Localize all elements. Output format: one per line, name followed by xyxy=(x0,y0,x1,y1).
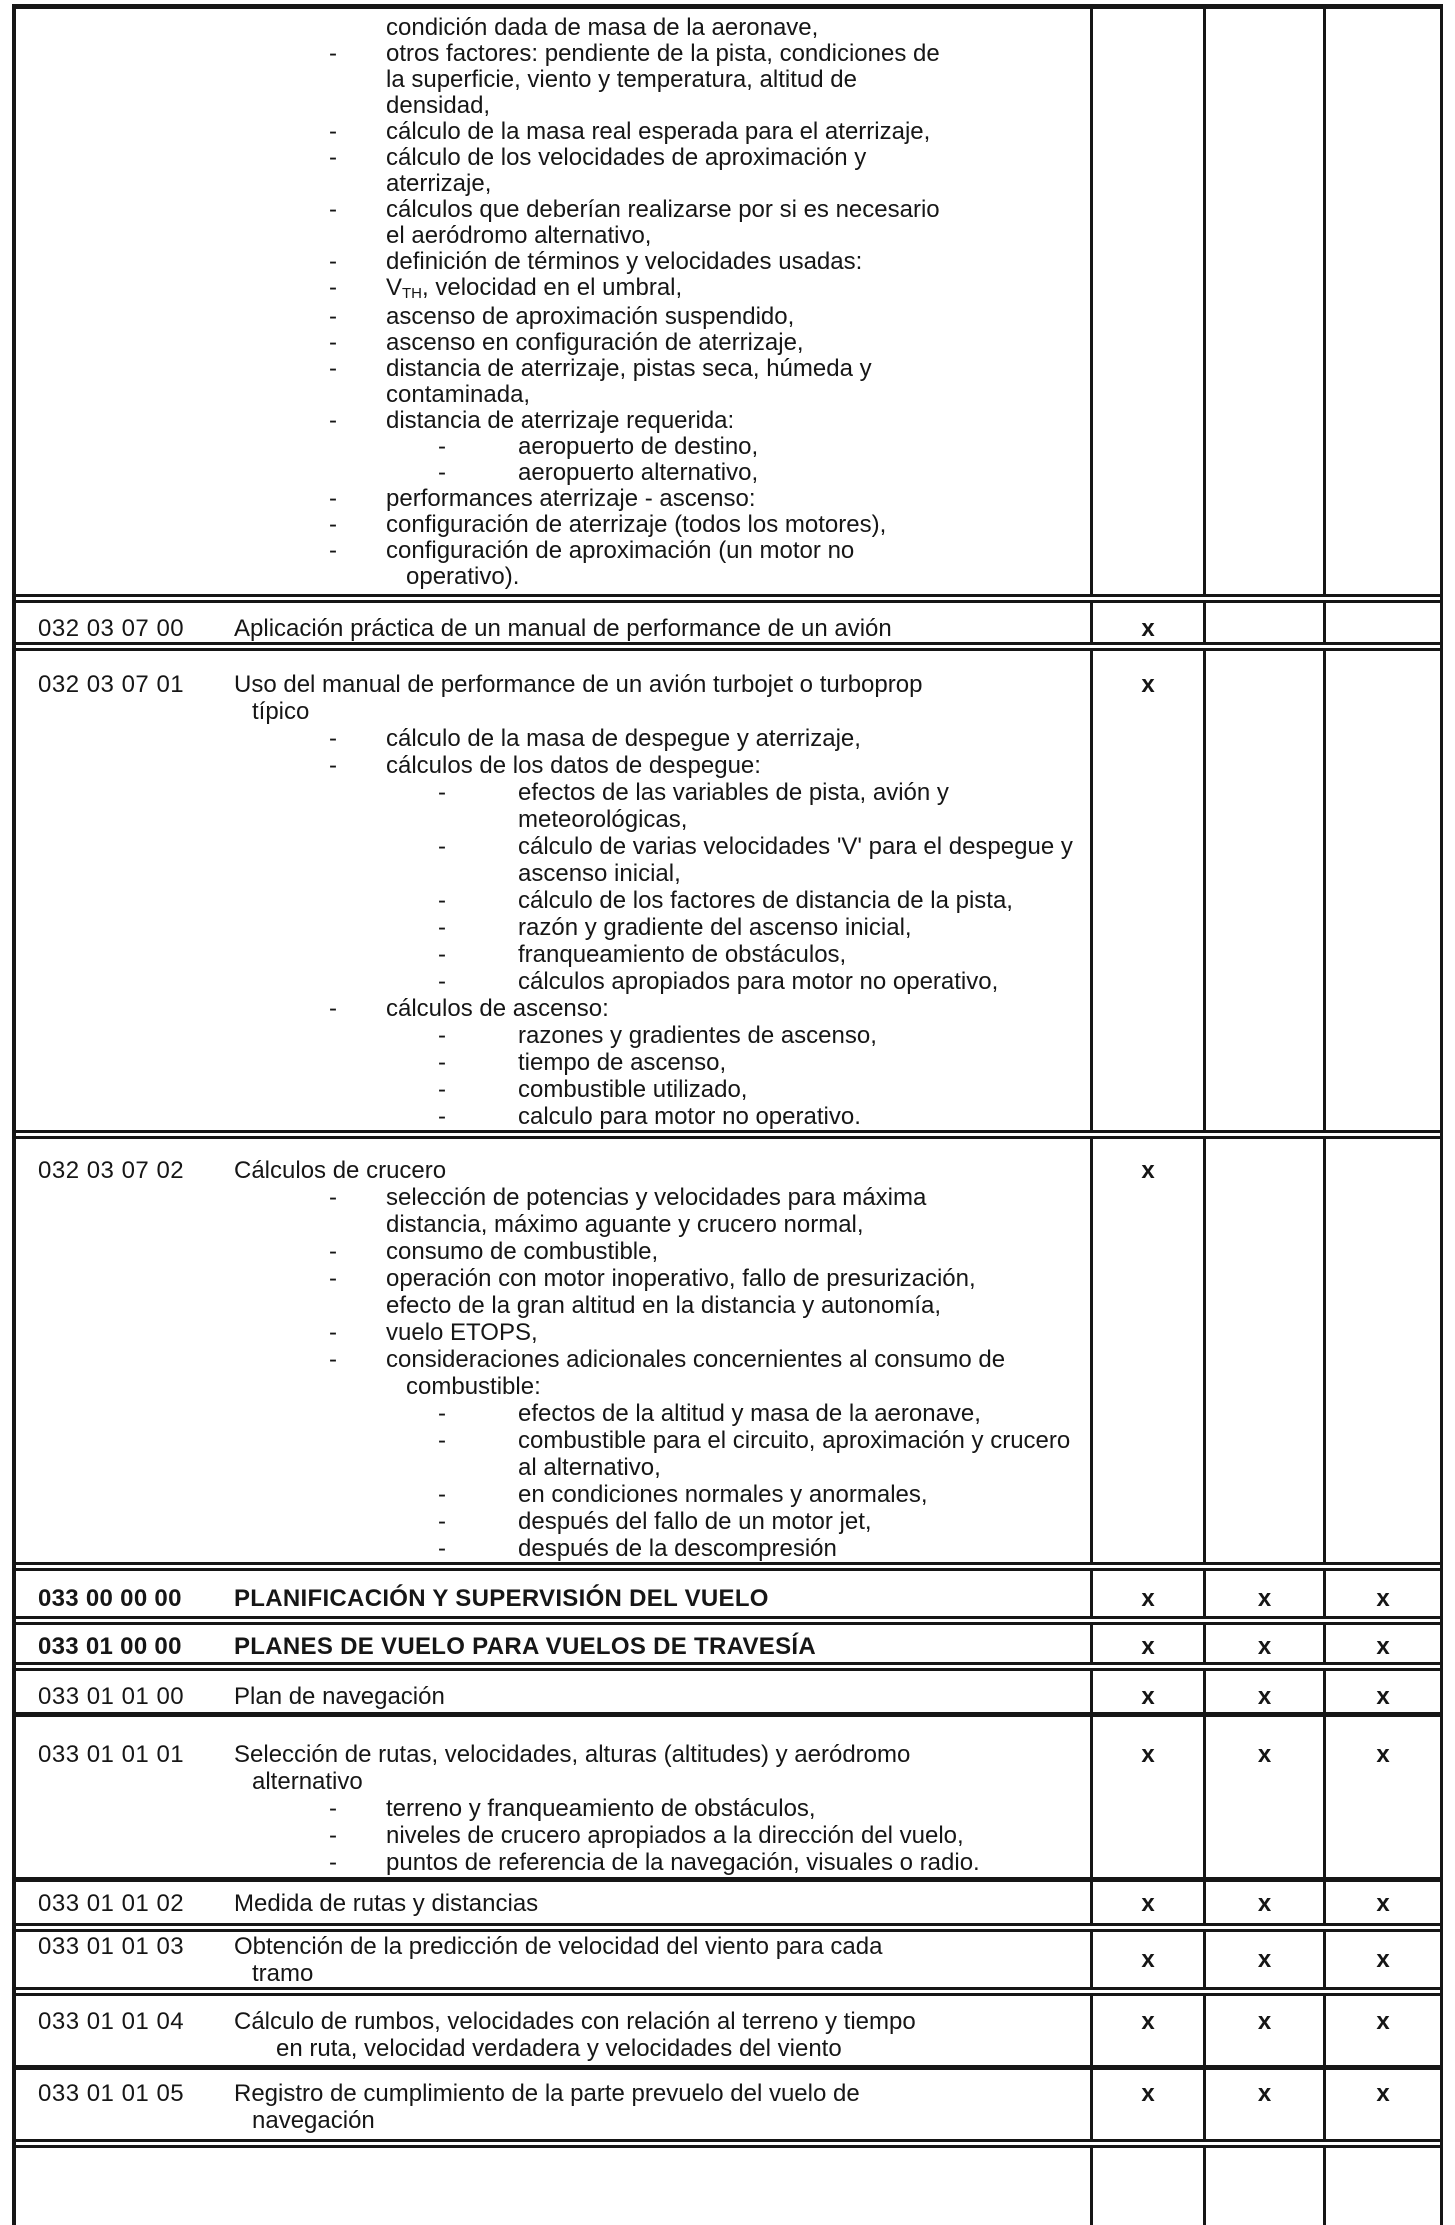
mark-cell xyxy=(1090,1996,1203,2065)
x-mark: x xyxy=(1141,2080,1155,2107)
bullet-dash: - xyxy=(329,1822,337,1849)
desc-text: consideraciones adicionales concernientes al consumo de xyxy=(386,1346,1006,1373)
desc-line xyxy=(196,1076,1090,1103)
mark-cell xyxy=(1090,1717,1203,1877)
desc-text: navegación xyxy=(252,2107,375,2134)
row-code: 032 03 07 02 xyxy=(38,1157,185,1184)
x-mark: x xyxy=(1141,2008,1155,2035)
x-mark: x xyxy=(1376,2008,1390,2035)
desc-text: en ruta, velocidad verdadera y velocidades del viento xyxy=(276,2035,842,2062)
desc-text: Obtención de la predicción de velocidad del viento para cada xyxy=(234,1933,883,1960)
mark-cell xyxy=(1090,1671,1203,1712)
bullet-dash: - xyxy=(438,1481,446,1508)
row-code: 033 01 01 01 xyxy=(38,1741,185,1768)
mark-cell xyxy=(1203,1671,1323,1712)
desc-text: la superficie, viento y temperatura, altitud de xyxy=(386,66,857,93)
desc-text: calculo para motor no operativo. xyxy=(518,1103,861,1130)
desc-text: meteorológicas, xyxy=(518,806,688,833)
desc-line xyxy=(196,1103,1090,1130)
mark-cell xyxy=(1203,1625,1323,1662)
row-description xyxy=(196,651,1090,1130)
desc-line xyxy=(196,1768,1090,1795)
desc-text: ascenso de aproximación suspendido, xyxy=(386,303,795,330)
mark-cell xyxy=(1323,651,1440,1130)
table-row xyxy=(16,1712,1440,1877)
desc-line xyxy=(196,434,1090,460)
desc-line xyxy=(196,1346,1090,1373)
table-row xyxy=(16,594,1440,642)
bullet-dash: - xyxy=(329,485,337,512)
desc-line xyxy=(196,304,1090,330)
desc-text: distancia, máximo aguante y crucero normal, xyxy=(386,1211,864,1238)
desc-text: razones y gradientes de ascenso, xyxy=(518,1022,877,1049)
bullet-dash: - xyxy=(329,725,337,752)
mark-cell xyxy=(1203,1717,1323,1877)
desc-line xyxy=(196,2008,1090,2035)
desc-line xyxy=(196,171,1090,197)
bullet-dash: - xyxy=(438,1427,446,1454)
row-description xyxy=(196,1571,1090,1616)
x-mark: x xyxy=(1376,2080,1390,2107)
desc-text: cálculo de varias velocidades 'V' para el despegue y xyxy=(518,833,1073,860)
desc-line xyxy=(196,512,1090,538)
row-description xyxy=(196,2070,1090,2139)
desc-text: efectos de las variables de pista, avión y xyxy=(518,779,949,806)
desc-text: PLANIFICACIÓN Y SUPERVISIÓN DEL VUELO xyxy=(234,1585,769,1612)
desc-text: contaminada, xyxy=(386,381,531,408)
mark-cell xyxy=(1090,651,1203,1130)
mark-cell xyxy=(1090,603,1203,642)
desc-text: densidad, xyxy=(386,92,491,119)
mark-cell xyxy=(1323,1996,1440,2065)
table-row xyxy=(16,9,1440,594)
bullet-dash: - xyxy=(329,1265,337,1292)
x-mark: x xyxy=(1376,1741,1390,1768)
desc-line xyxy=(196,995,1090,1022)
mark-cell xyxy=(1090,2070,1203,2139)
desc-text: al alternativo, xyxy=(518,1454,661,1481)
bullet-dash: - xyxy=(438,833,446,860)
row-description xyxy=(196,1671,1090,1712)
x-mark: x xyxy=(1376,1633,1390,1660)
bullet-dash: - xyxy=(438,1022,446,1049)
desc-line xyxy=(196,1022,1090,1049)
desc-line xyxy=(196,1211,1090,1238)
row-code: 032 03 07 00 xyxy=(38,615,185,642)
desc-line xyxy=(196,1184,1090,1211)
bullet-dash: - xyxy=(329,1849,337,1876)
desc-line xyxy=(196,145,1090,171)
mark-cell xyxy=(1323,1625,1440,1662)
x-mark: x xyxy=(1376,1683,1390,1710)
row-code: 033 01 01 04 xyxy=(38,2008,185,2035)
desc-line xyxy=(196,914,1090,941)
desc-line xyxy=(196,1933,1090,1960)
bullet-dash: - xyxy=(438,1049,446,1076)
desc-line xyxy=(196,1049,1090,1076)
desc-line xyxy=(196,968,1090,995)
desc-text: ascenso en configuración de aterrizaje, xyxy=(386,329,804,356)
desc-text: cálculos de ascenso: xyxy=(386,995,609,1022)
x-mark: x xyxy=(1257,2008,1272,2035)
bullet-dash: - xyxy=(329,752,337,779)
mark-cell xyxy=(1323,1139,1440,1562)
desc-line xyxy=(196,2107,1090,2134)
desc-text: Plan de navegación xyxy=(234,1683,445,1710)
bullet-dash: - xyxy=(329,40,337,67)
desc-line xyxy=(196,249,1090,275)
desc-line xyxy=(196,1481,1090,1508)
mark-cell xyxy=(1323,9,1440,594)
desc-line xyxy=(196,41,1090,67)
row-code: 033 01 01 05 xyxy=(38,2080,185,2107)
x-mark: x xyxy=(1257,1633,1272,1660)
desc-line xyxy=(196,1238,1090,1265)
desc-text: cálculo de la masa real esperada para el aterrizaje, xyxy=(386,118,931,145)
desc-line xyxy=(196,1960,1090,1987)
bullet-dash: - xyxy=(438,1535,446,1562)
table-row xyxy=(16,1616,1440,1662)
desc-line xyxy=(196,860,1090,887)
bullet-dash: - xyxy=(438,1076,446,1103)
mark-cell xyxy=(1203,9,1323,594)
desc-line xyxy=(196,564,1090,590)
mark-cell xyxy=(1203,1571,1323,1616)
desc-line xyxy=(196,486,1090,512)
row-description xyxy=(196,1996,1090,2065)
table-row xyxy=(16,1130,1440,1562)
row-description xyxy=(196,9,1090,594)
desc-line xyxy=(196,1292,1090,1319)
desc-text: terreno y franqueamiento de obstáculos, xyxy=(386,1795,816,1822)
x-mark: x xyxy=(1257,1683,1272,1710)
desc-line xyxy=(196,833,1090,860)
table-row xyxy=(16,1877,1440,1923)
table-row xyxy=(16,642,1440,1130)
desc-line xyxy=(196,1535,1090,1562)
desc-line xyxy=(196,1741,1090,1768)
desc-text: cálculo de la masa de despegue y aterrizaje, xyxy=(386,725,861,752)
x-mark: x xyxy=(1257,1741,1272,1768)
desc-text: cálculo de los velocidades de aproximación y xyxy=(386,144,867,171)
desc-text: efectos de la altitud y masa de la aeronave, xyxy=(518,1400,981,1427)
row-description xyxy=(196,1932,1090,1987)
desc-line xyxy=(196,752,1090,779)
row-code: 033 01 01 03 xyxy=(38,1933,185,1960)
x-mark: x xyxy=(1376,1946,1390,1973)
mark-cell xyxy=(1203,1139,1323,1562)
desc-line xyxy=(196,408,1090,434)
desc-text: tiempo de ascenso, xyxy=(518,1049,727,1076)
desc-line xyxy=(196,67,1090,93)
x-mark: x xyxy=(1141,1741,1155,1768)
desc-text: condición dada de masa de la aeronave, xyxy=(386,14,819,41)
desc-line xyxy=(196,1585,1090,1612)
bullet-dash: - xyxy=(329,144,337,171)
bullet-dash: - xyxy=(438,887,446,914)
table-row xyxy=(16,2139,1440,2225)
mark-cell xyxy=(1323,1882,1440,1923)
row-description xyxy=(196,1717,1090,1877)
bullet-dash: - xyxy=(329,1184,337,1211)
desc-text: efecto de la gran altitud en la distancia y autonomía, xyxy=(386,1292,942,1319)
mark-cell xyxy=(1090,1139,1203,1562)
desc-line xyxy=(196,1822,1090,1849)
row-code: 033 00 00 00 xyxy=(38,1585,182,1612)
bullet-dash: - xyxy=(438,779,446,806)
mark-cell xyxy=(1203,1882,1323,1923)
table-row xyxy=(16,1987,1440,2065)
desc-text: combustible: xyxy=(406,1373,541,1400)
x-mark: x xyxy=(1141,1633,1155,1660)
desc-text: configuración de aterrizaje (todos los motores), xyxy=(386,511,887,538)
row-description xyxy=(196,1625,1090,1662)
desc-text: Medida de rutas y distancias xyxy=(234,1890,539,1917)
row-description xyxy=(196,603,1090,642)
mark-cell xyxy=(1090,1932,1203,1987)
table-row xyxy=(16,1662,1440,1712)
desc-text: combustible para el circuito, aproximación y crucero xyxy=(518,1427,1071,1454)
desc-line xyxy=(196,1373,1090,1400)
desc-line xyxy=(196,1508,1090,1535)
x-mark: x xyxy=(1257,1890,1272,1917)
x-mark: x xyxy=(1141,1157,1155,1184)
desc-line xyxy=(196,941,1090,968)
desc-line xyxy=(196,1633,1090,1660)
row-description xyxy=(196,1882,1090,1923)
desc-line xyxy=(196,223,1090,249)
mark-cell xyxy=(1203,2148,1323,2225)
bullet-dash: - xyxy=(329,329,337,356)
mark-cell xyxy=(1203,2070,1323,2139)
desc-text: V xyxy=(386,274,403,301)
syllabus-table xyxy=(12,4,1443,2225)
desc-line xyxy=(196,1157,1090,1184)
desc-line xyxy=(196,1400,1090,1427)
desc-text: configuración de aproximación (un motor no xyxy=(386,537,855,564)
row-code: 033 01 01 00 xyxy=(38,1683,185,1710)
desc-text: operación con motor inoperativo, fallo de presurización, xyxy=(386,1265,976,1292)
mark-cell xyxy=(1090,9,1203,594)
desc-text: franqueamiento de obstáculos, xyxy=(518,941,847,968)
bullet-dash: - xyxy=(329,1319,337,1346)
desc-text: operativo). xyxy=(406,563,520,590)
desc-text: otros factores: pendiente de la pista, condiciones de xyxy=(386,40,940,67)
x-mark: x xyxy=(1141,1890,1155,1917)
row-code: 032 03 07 01 xyxy=(38,671,185,698)
mark-cell xyxy=(1203,651,1323,1130)
table-row xyxy=(16,1923,1440,1987)
x-mark: x xyxy=(1141,1683,1155,1710)
desc-line xyxy=(196,1319,1090,1346)
row-code xyxy=(16,9,196,594)
x-mark: x xyxy=(1141,671,1155,698)
desc-text: cálculos de los datos de despegue: xyxy=(386,752,761,779)
desc-line xyxy=(196,1427,1090,1454)
bullet-dash: - xyxy=(329,196,337,223)
bullet-dash: - xyxy=(329,1238,337,1265)
desc-text: distancia de aterrizaje, pistas seca, húmeda y xyxy=(386,355,872,382)
subscript-text: TH xyxy=(402,285,423,302)
desc-line xyxy=(196,615,1090,642)
desc-line xyxy=(196,887,1090,914)
desc-text: cálculo de los factores de distancia de la pista, xyxy=(518,887,1013,914)
mark-cell xyxy=(1090,1882,1203,1923)
row-code: 033 01 01 02 xyxy=(38,1890,185,1917)
desc-line xyxy=(196,356,1090,382)
desc-line xyxy=(196,382,1090,408)
desc-text: ascenso inicial, xyxy=(518,860,681,887)
x-mark: x xyxy=(1141,1946,1155,1973)
mark-cell xyxy=(1203,603,1323,642)
mark-cell xyxy=(1323,1671,1440,1712)
table-row xyxy=(16,2065,1440,2139)
bullet-dash: - xyxy=(329,537,337,564)
desc-text: después del fallo de un motor jet, xyxy=(518,1508,872,1535)
mark-cell xyxy=(1323,2148,1440,2225)
desc-text: definición de términos y velocidades usadas: xyxy=(386,248,863,275)
desc-line xyxy=(196,1890,1090,1917)
bullet-dash: - xyxy=(329,248,337,275)
desc-line xyxy=(196,1849,1090,1876)
desc-text: típico xyxy=(252,698,310,725)
bullet-dash: - xyxy=(329,407,337,434)
bullet-dash: - xyxy=(438,941,446,968)
desc-line xyxy=(196,698,1090,725)
bullet-dash: - xyxy=(438,914,446,941)
x-mark: x xyxy=(1257,1585,1272,1612)
desc-text: Selección de rutas, velocidades, alturas (altitudes) y aeródromo xyxy=(234,1741,911,1768)
desc-text: , velocidad en el umbral, xyxy=(422,274,683,301)
desc-text: combustible utilizado, xyxy=(518,1076,748,1103)
desc-text: Cálculos de crucero xyxy=(234,1157,447,1184)
desc-line xyxy=(196,2035,1090,2062)
bullet-dash: - xyxy=(329,274,337,301)
bullet-dash: - xyxy=(329,1346,337,1373)
desc-text: niveles de crucero apropiados a la dirección del vuelo, xyxy=(386,1822,964,1849)
mark-cell xyxy=(1090,2148,1203,2225)
bullet-dash: - xyxy=(438,433,446,460)
desc-text: puntos de referencia de la navegación, visuales o radio. xyxy=(386,1849,980,1876)
x-mark: x xyxy=(1141,615,1155,642)
desc-text: performances aterrizaje - ascenso: xyxy=(386,485,756,512)
desc-text: PLANES DE VUELO PARA VUELOS DE TRAVESÍA xyxy=(234,1633,816,1660)
bullet-dash: - xyxy=(438,459,446,486)
desc-text: aeropuerto de destino, xyxy=(518,433,759,460)
desc-text: tramo xyxy=(252,1960,314,1987)
desc-line xyxy=(196,460,1090,486)
bullet-dash: - xyxy=(438,968,446,995)
x-mark: x xyxy=(1257,1946,1272,1973)
desc-text: vuelo ETOPS, xyxy=(386,1319,538,1346)
desc-line xyxy=(196,1265,1090,1292)
desc-text: Uso del manual de performance de un avión turbojet o turboprop xyxy=(234,671,923,698)
bullet-dash: - xyxy=(329,303,337,330)
desc-line xyxy=(196,1683,1090,1710)
mark-cell xyxy=(1203,1996,1323,2065)
row-code xyxy=(16,2148,196,2225)
table-row xyxy=(16,1562,1440,1616)
mark-cell xyxy=(1323,603,1440,642)
desc-text: razón y gradiente del ascenso inicial, xyxy=(518,914,912,941)
desc-text: alternativo xyxy=(252,1768,363,1795)
desc-line xyxy=(196,275,1090,304)
desc-line xyxy=(196,1795,1090,1822)
bullet-dash: - xyxy=(329,511,337,538)
desc-text: cálculos que deberían realizarse por si es necesario xyxy=(386,196,940,223)
desc-line xyxy=(196,93,1090,119)
desc-line xyxy=(196,119,1090,145)
desc-line xyxy=(196,725,1090,752)
desc-text: después de la descompresión xyxy=(518,1535,837,1562)
mark-cell xyxy=(1323,1571,1440,1616)
mark-cell xyxy=(1323,2070,1440,2139)
desc-line xyxy=(196,806,1090,833)
bullet-dash: - xyxy=(438,1508,446,1535)
bullet-dash: - xyxy=(329,355,337,382)
bullet-dash: - xyxy=(329,118,337,145)
x-mark: x xyxy=(1141,1585,1155,1612)
desc-line xyxy=(196,779,1090,806)
mark-cell xyxy=(1323,1932,1440,1987)
x-mark: x xyxy=(1376,1890,1390,1917)
desc-text: el aeródromo alternativo, xyxy=(386,222,652,249)
desc-text: aterrizaje, xyxy=(386,170,492,197)
row-description xyxy=(196,1139,1090,1562)
mark-cell xyxy=(1090,1571,1203,1616)
mark-cell xyxy=(1090,1625,1203,1662)
desc-text: en condiciones normales y anormales, xyxy=(518,1481,928,1508)
desc-line xyxy=(196,330,1090,356)
desc-text: cálculos apropiados para motor no operativo, xyxy=(518,968,999,995)
desc-line xyxy=(196,1454,1090,1481)
desc-line xyxy=(196,2080,1090,2107)
desc-text: aeropuerto alternativo, xyxy=(518,459,759,486)
desc-text: Cálculo de rumbos, velocidades con relación al terreno y tiempo xyxy=(234,2008,916,2035)
desc-text: Registro de cumplimiento de la parte prevuelo del vuelo de xyxy=(234,2080,860,2107)
bullet-dash: - xyxy=(329,1795,337,1822)
mark-cell xyxy=(1323,1717,1440,1877)
desc-text: distancia de aterrizaje requerida: xyxy=(386,407,735,434)
row-code: 033 01 00 00 xyxy=(38,1633,182,1660)
desc-line xyxy=(196,15,1090,41)
x-mark: x xyxy=(1376,1585,1390,1612)
bullet-dash: - xyxy=(438,1103,446,1130)
desc-text: Aplicación práctica de un manual de performance de un avión xyxy=(234,615,892,642)
bullet-dash: - xyxy=(438,1400,446,1427)
row-description xyxy=(196,2148,1090,2225)
desc-line xyxy=(196,671,1090,698)
desc-line xyxy=(196,538,1090,564)
bullet-dash: - xyxy=(329,995,337,1022)
mark-cell xyxy=(1203,1932,1323,1987)
desc-text: consumo de combustible, xyxy=(386,1238,659,1265)
desc-line xyxy=(196,197,1090,223)
x-mark: x xyxy=(1257,2080,1272,2107)
desc-text: selección de potencias y velocidades para máxima xyxy=(386,1184,927,1211)
